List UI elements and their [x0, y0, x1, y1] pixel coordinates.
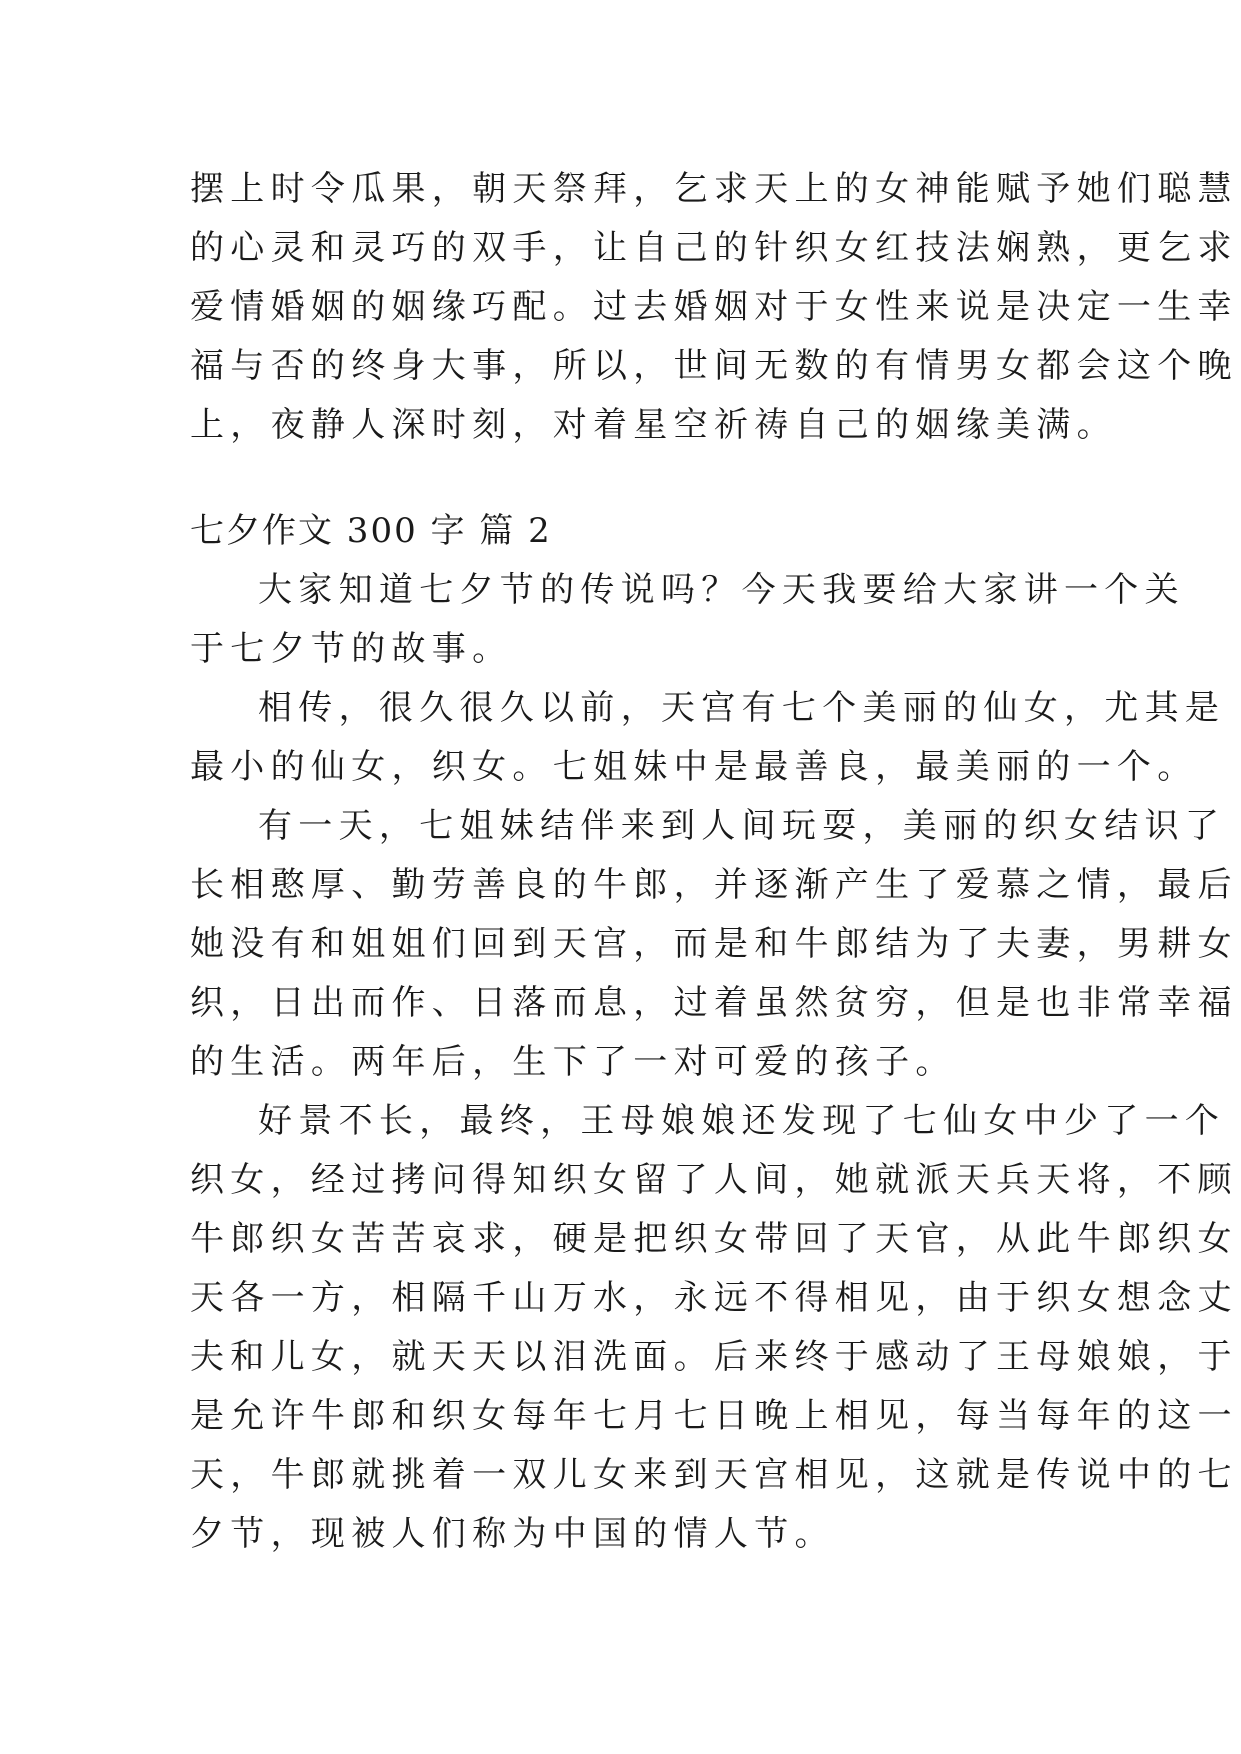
text-line: 福与否的终身大事，所以，世间无数的有情男女都会这个晚 [190, 346, 1238, 386]
text-line: 的心灵和灵巧的双手，让自己的针织女红技法娴熟，更乞求 [190, 228, 1238, 268]
text-line: 织，日出而作、日落而息，过着虽然贫穷，但是也非常幸福 [190, 983, 1238, 1023]
paragraph-1 [190, 160, 1238, 455]
paragraph-4 [190, 797, 1238, 1092]
text-line: 天各一方，相隔千山万水，永远不得相见，由于织女想念丈 [190, 1278, 1238, 1318]
paragraph-3 [190, 679, 1226, 797]
text-line: 大家知道七夕节的传说吗？今天我要给大家讲一个关 [258, 570, 1185, 610]
text-line: 夫和儿女，就天天以泪洗面。后来终于感动了王母娘娘，于 [190, 1337, 1238, 1377]
text-line: 夕节，现被人们称为中国的情人节。 [190, 1514, 835, 1554]
text-line: 相传，很久很久以前，天宫有七个美丽的仙女，尤其是 [258, 688, 1226, 728]
text-line: 天，牛郎就挑着一双儿女来到天宫相见，这就是传说中的七 [190, 1455, 1238, 1495]
paragraph-2 [190, 561, 1185, 679]
text-line: 长相憨厚、勤劳善良的牛郎，并逐渐产生了爱慕之情，最后 [190, 865, 1238, 905]
paragraph-5 [190, 1092, 1238, 1564]
text-line: 好景不长，最终，王母娘娘还发现了七仙女中少了一个 [258, 1101, 1226, 1141]
text-line: 于七夕节的故事。 [190, 629, 513, 669]
text-line: 她没有和姐姐们回到天宫，而是和牛郎结为了夫妻，男耕女 [190, 924, 1238, 964]
text-line: 牛郎织女苦苦哀求，硬是把织女带回了天官，从此牛郎织女 [190, 1219, 1238, 1259]
text-line: 织女，经过拷问得知织女留了人间，她就派天兵天将，不顾 [190, 1160, 1238, 1200]
section-gap [190, 455, 1050, 502]
text-line: 的生活。两年后，生下了一对可爱的孩子。 [190, 1042, 956, 1082]
text-line: 上，夜静人深时刻，对着星空祈祷自己的姻缘美满。 [190, 405, 1117, 445]
text-line: 最小的仙女，织女。七姐妹中是最善良，最美丽的一个。 [190, 747, 1198, 787]
section-heading: 七夕作文 300 字 篇 2 [190, 511, 552, 551]
text-line: 摆上时令瓜果，朝天祭拜，乞求天上的女神能赋予她们聪慧 [190, 169, 1238, 209]
text-line: 有一天，七姐妹结伴来到人间玩耍，美丽的织女结识了 [258, 806, 1226, 846]
text-line: 爱情婚姻的姻缘巧配。过去婚姻对于女性来说是决定一生幸 [190, 287, 1238, 327]
document-page [190, 160, 1238, 1564]
text-line: 是允许牛郎和织女每年七月七日晚上相见，每当每年的这一 [190, 1396, 1238, 1436]
